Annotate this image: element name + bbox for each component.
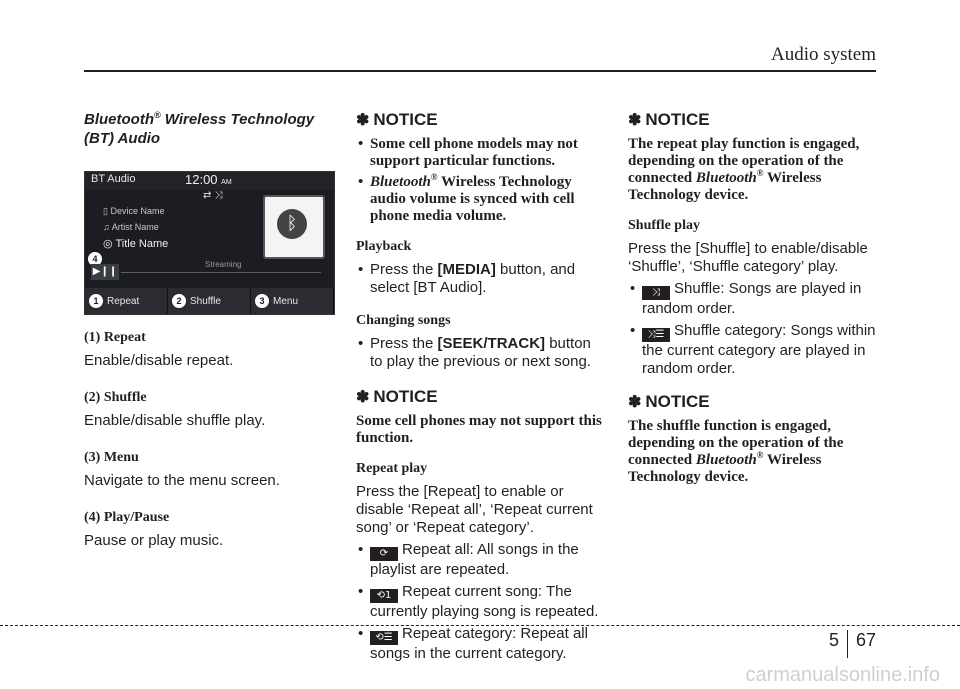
repeat-all-icon: ⟳: [370, 547, 398, 561]
screen-clock: 12:00 AM: [185, 172, 232, 187]
notice-heading: ✽ NOTICE: [356, 387, 438, 406]
repeat-tab[interactable]: 1 Repeat: [85, 288, 168, 314]
notice-heading: ✽ NOTICE: [356, 110, 438, 129]
notice-heading: ✽ NOTICE: [628, 392, 710, 411]
repeat-heading: Repeat play: [356, 461, 428, 476]
shuffle-bullet: • ⤨ Shuffle: Songs are played in random order.: [628, 280, 878, 318]
notice-text: The shuffle function is engaged, depending on the operation of the connected Bluetooth® Wireless Technology device.: [628, 418, 844, 485]
notice-text: The repeat play function is engaged, depending on the operation of the connected Bluetooth® Wireless Technology device.: [628, 136, 860, 203]
repeat-category-icon: ⟲☰: [370, 631, 398, 645]
shuffle-icon: ⤨: [642, 286, 670, 300]
device-name-row: ▯ Device Name: [103, 206, 165, 216]
callout-4-badge: 4: [88, 252, 102, 266]
section-title: Bluetooth® Wireless Technology (BT) Audio: [84, 110, 315, 147]
notice-heading: ✽ NOTICE: [628, 110, 710, 129]
item-body: Navigate to the menu screen.: [84, 472, 280, 489]
shuffle-tab[interactable]: 2 Shuffle: [168, 288, 251, 314]
column-middle: [356, 110, 606, 667]
repeat-bullet: • ⟲☰ Repeat category: Repeat all songs in the current category.: [356, 625, 606, 663]
column-left: [84, 110, 334, 148]
menu-tab[interactable]: 3 Menu: [251, 288, 334, 314]
progress-bar: [121, 272, 321, 273]
shuffle-heading: Shuffle play: [628, 218, 700, 233]
repeat-bullet: • ⟲1 Repeat current song: The currently playing song is repeated.: [356, 583, 606, 621]
item-list: [84, 330, 334, 550]
item-body: Enable/disable shuffle play.: [84, 412, 266, 429]
bt-audio-screenshot: [84, 171, 335, 315]
title-name-row: ◎ Title Name: [103, 238, 169, 250]
artist-name-row: ♫ Artist Name: [103, 222, 159, 232]
shuffle-bullet: • ⤨☰ Shuffle category: Songs within the current category are played in random order.: [628, 322, 878, 378]
page-separator: [847, 630, 848, 658]
item-head: (3) Menu: [84, 450, 139, 465]
header-rule: [84, 70, 876, 72]
page-number: [829, 630, 876, 658]
repeat-one-icon: ⟲1: [370, 589, 398, 603]
item-head: (2) Shuffle: [84, 390, 147, 405]
item-head: (1) Repeat: [84, 330, 146, 345]
notice-bullet: • Some cell phone models may not support particular functions.: [356, 136, 606, 170]
notice-text: Some cell phones may not support this function.: [356, 413, 602, 446]
footer-rule: [0, 625, 960, 626]
repeat-shuffle-icons: ⇄ ⤨: [203, 190, 223, 201]
notice-star-icon: ✽: [628, 112, 642, 129]
changing-heading: Changing songs: [356, 313, 451, 328]
screen-tab-bar: [85, 288, 334, 314]
streaming-label: Streaming: [205, 260, 242, 269]
watermark: carmanualsonline.info: [745, 664, 940, 686]
notice-bullet: • Bluetooth® Wireless Technology audio volume is synced with cell phone media volume.: [356, 174, 606, 225]
notice-star-icon: ✽: [628, 394, 642, 411]
playback-heading: Playback: [356, 239, 412, 254]
page-number-value: 67: [855, 630, 876, 650]
playback-bullet: • Press the [MEDIA] button, and select [BT Audio].: [356, 261, 606, 297]
play-pause-button[interactable]: ▶❙❙: [91, 264, 119, 280]
chapter-number: 5: [828, 630, 839, 650]
repeat-body: Press the [Repeat] to enable or disable ‘Repeat all’, ‘Repeat current song’ or ‘Repeat category’.: [356, 483, 593, 536]
page-header-title: Audio system: [770, 44, 876, 65]
item-body: Enable/disable repeat.: [84, 352, 234, 369]
item-body: Pause or play music.: [84, 532, 224, 549]
screen-title: BT Audio: [91, 173, 136, 185]
bluetooth-icon: ᛒ: [277, 209, 307, 239]
item-head: (4) Play/Pause: [84, 510, 170, 525]
column-right: [628, 110, 878, 486]
notice-star-icon: ✽: [356, 389, 370, 406]
changing-bullet: • Press the [SEEK/TRACK] button to play the previous or next song.: [356, 335, 606, 371]
notice-star-icon: ✽: [356, 112, 370, 129]
repeat-bullet: • ⟳ Repeat all: All songs in the playlist are repeated.: [356, 541, 606, 579]
shuffle-category-icon: ⤨☰: [642, 328, 670, 342]
album-art: [263, 195, 325, 259]
shuffle-body: Press the [Shuffle] to enable/disable ‘Shuffle’, ‘Shuffle category’ play.: [628, 240, 868, 275]
